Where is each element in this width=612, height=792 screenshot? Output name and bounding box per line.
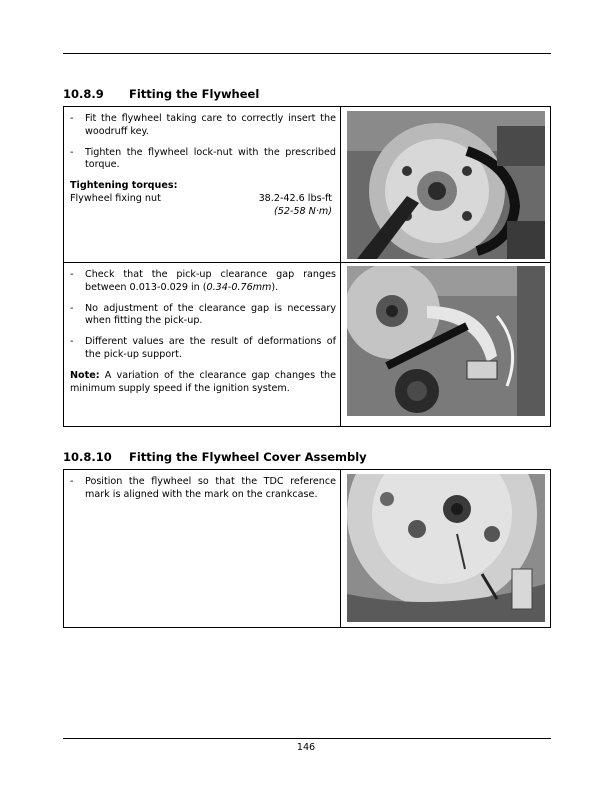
section-number: 10.8.9 [63,87,104,101]
list-item: - Position the flywheel so that the TDC reference mark is aligned with the mark on the crankcase. [70,476,336,500]
instruction-cell [64,470,341,627]
torque-label: Flywheel fixing nut [70,192,161,204]
table-row [64,107,550,263]
instruction-cell [64,263,341,426]
list-item: - Fit the flywheel taking care to correctly insert the woodruff key. [70,113,336,137]
flywheel-procedure-table [63,106,551,427]
torque-value-imperial: 38.2-42.6 lbs-ft [258,192,332,204]
section-title: Fitting the Flywheel Cover Assembly [129,450,367,464]
header-rule [63,53,551,54]
tdc-mark-photo [347,474,545,622]
table-row [64,263,550,426]
section-heading-fitting-flywheel [63,87,259,101]
torques-heading: Tightening torques: [70,180,178,192]
footer-rule [63,738,551,739]
instruction-cell [64,107,341,262]
list-item: - No adjustment of the clearance gap is necessary when fitting the pick-up. [70,302,336,327]
flywheel-cover-table [63,469,551,628]
torque-spec [70,193,336,219]
torque-value-metric: (52-58 N·m) [274,205,332,217]
page-number: 146 [296,742,316,753]
section-heading-flywheel-cover [63,450,367,464]
note-text: A variation of the clearance gap changes the minimum supply speed if the ignition system. [70,369,336,394]
note [70,370,336,396]
note-label: Note: [70,369,100,381]
list-item: - Check that the pick-up clearance gap ranges between 0.013-0.029 in (0.34-0.76mm). [70,269,336,293]
list-item: - Tighten the flywheel lock-nut with the prescribed torque. [70,146,336,171]
flywheel-wrench-photo [347,111,545,259]
section-title: Fitting the Flywheel [129,87,260,101]
table-row [64,470,550,627]
section-number: 10.8.10 [63,450,112,464]
list-item: - Different values are the result of deformations of the pick-up support. [70,336,336,360]
pickup-gap-photo [347,266,545,416]
